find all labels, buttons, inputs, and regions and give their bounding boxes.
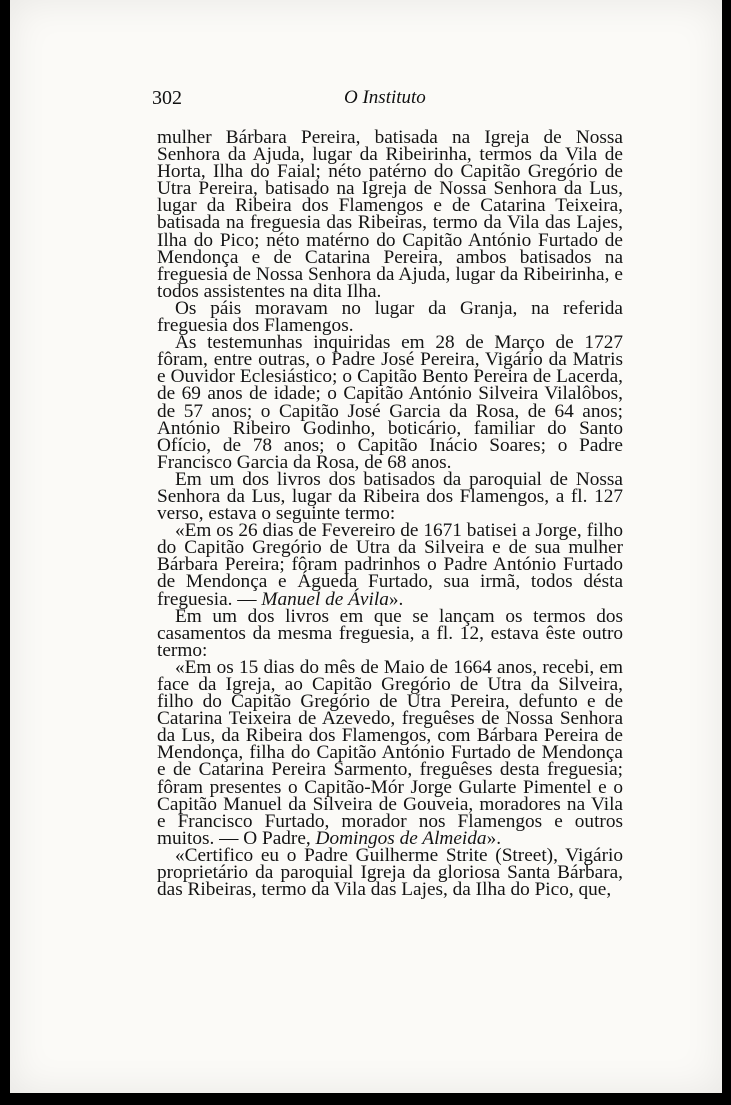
quoted-certificate: «Certifico eu o Padre Guilherme Strite (Street), Vigário proprietário da paroquial Igreja da gloriosa Santa Bárbara, das Ribeiras, termo da Vila das Lajes, da Ilha do Pico, que,: [157, 844, 623, 901]
paragraph: Em um dos livros dos batisados da paroquial de Nossa Senhora da Lus, lugar da Ribeira dos Flamengos, a fl. 127 verso, estava o seguinte termo:: [157, 468, 623, 525]
quoted-marriage-record: «Em os 15 dias do mês de Maio de 1664 anos, recebi, em face da Igreja, ao Capitão Gregório de Utra da Silveira, filho do Capitão Gregório de Utra Pereira, defunto e de Catarina Teixeira de Azevedo, freguêses de Nossa Senhora da Lus, da Ribeira dos Flamengos, com Bárbara Pereira de Mendonça, filha do Capitão António Furtado de Mendonça e de Catarina Pereira Sarmento, freguêses desta freguesia; fôram presentes o Capitão-Mór Jorge Gularte Pimentel e o Capitão Manuel da Silveira de Gouveia, moradores na Vila e Francisco Furtado, morador nos Flamengos e outros muitos. — O Padre, Domingos de Almeida».: [157, 656, 623, 849]
quoted-baptism-record: «Em os 26 dias de Fevereiro de 1671 batisei a Jorge, filho do Capitão Gregório de Utra da Silveira e de sua mulher Bárbara Pereira; fôram padrinhos o Padre António Furtado de Mendonça e Águeda Furtado, sua irmã, todos désta freguesia. — Manuel de Ávila».: [157, 520, 623, 610]
running-title: O Instituto: [344, 87, 426, 108]
paragraph: As testemunhas inquiridas em 28 de Março de 1727 fôram, entre outras, o Padre José Pereira, Vigário da Matris e Ouvidor Eclesiástico; o Capitão Bento Pereira de Lacerda, de 69 anos de idade; o Capitão António Silveira Vilalôbos, de 57 anos; o Capitão José Garcia da Rosa, de 64 anos; António Ribeiro Godinho, boticário, familiar do Santo Ofício, de 78 anos; o Capitão Inácio Soares; o Padre Francisco Garcia da Rosa, de 68 anos.: [157, 332, 623, 473]
paragraph: mulher Bárbara Pereira, batisada na Igreja de Nossa Senhora da Ajuda, lugar da Ribeirinha, termos da Vila de Horta, Ilha do Faial; néto patérno do Capitão Gregório de Utra Pereira, batisado na Igreja de Nossa Senhora da Lus, lugar da Ribeira dos Flamengos e de Catarina Teixeira, batisada na freguesia das Ribeiras, termo da Vila das Lajes, Ilha do Pico; néto matérno do Capitão António Furtado de Mendonça e de Catarina Pereira, ambos batisados na freguesia de Nossa Senhora da Ajuda, lugar da Ribeirinha, e todos assistentes na dita Ilha.: [157, 127, 623, 302]
signature: Domingos de Almeida: [315, 827, 487, 849]
paragraph: Em um dos livros em que se lançam os termos dos casamentos da mesma freguesia, a fl. 12, estava êste outro termo:: [157, 605, 623, 661]
page-header: [10, 87, 722, 115]
body-text: [157, 127, 623, 901]
paragraph: Os páis moravam no lugar da Granja, na referida freguesia dos Flamengos.: [157, 297, 623, 337]
book-page: [10, 0, 722, 1093]
page-number: 302: [152, 87, 182, 109]
signature: Manuel de Ávila: [261, 588, 389, 610]
